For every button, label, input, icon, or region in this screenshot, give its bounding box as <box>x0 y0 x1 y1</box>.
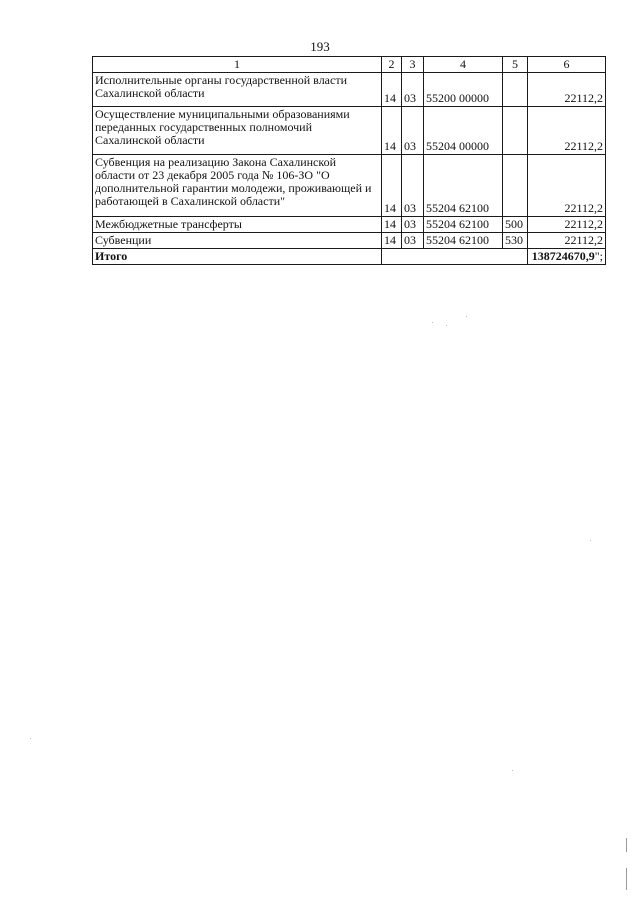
table-header-row <box>93 57 606 73</box>
scan-edge-mark <box>626 868 627 890</box>
column-header: 5 <box>503 57 528 73</box>
closing-quote: "; <box>594 249 603 263</box>
cell-amount: 22112,2 <box>528 155 606 217</box>
total-spacer <box>382 249 402 265</box>
column-header: 3 <box>402 57 424 73</box>
cell-subsection: 03 <box>402 233 424 249</box>
column-header: 6 <box>528 57 606 73</box>
table-row <box>93 107 606 155</box>
row-name: Межбюджетные трансферты <box>93 217 382 233</box>
column-header: 1 <box>93 57 382 73</box>
cell-target-code: 55204 62100 <box>424 233 503 249</box>
row-name: Субвенция на реализацию Закона Сахалинской области от 23 декабря 2005 года № 106-ЗО "О дополнительной гарантии молодежи, проживающей и работающей в Сахалинской области" <box>93 155 382 217</box>
scan-edge-mark <box>626 838 627 852</box>
cell-section: 14 <box>382 233 402 249</box>
table-row <box>93 155 606 217</box>
cell-subsection: 03 <box>402 107 424 155</box>
cell-section: 14 <box>382 73 402 107</box>
total-label: Итого <box>93 249 382 265</box>
table-row <box>93 233 606 249</box>
row-name: Осуществление муниципальными образованиями переданных государственных полномочий Сахалинской области <box>93 107 382 155</box>
cell-section: 14 <box>382 107 402 155</box>
cell-section: 14 <box>382 155 402 217</box>
total-spacer <box>402 249 424 265</box>
cell-target-code: 55204 00000 <box>424 107 503 155</box>
column-header: 4 <box>424 57 503 73</box>
total-value: 138724670,9 <box>531 249 595 263</box>
total-row <box>93 249 606 265</box>
total-spacer <box>424 249 503 265</box>
cell-subsection: 03 <box>402 73 424 107</box>
budget-table <box>92 56 606 265</box>
cell-amount: 22112,2 <box>528 73 606 107</box>
row-name: Исполнительные органы государственной власти Сахалинской области <box>93 73 382 107</box>
cell-expense-type <box>503 155 528 217</box>
page-number: 193 <box>310 39 330 54</box>
cell-amount: 22112,2 <box>528 217 606 233</box>
cell-target-code: 55200 00000 <box>424 73 503 107</box>
total-spacer <box>503 249 528 265</box>
total-amount <box>528 249 606 265</box>
cell-target-code: 55204 62100 <box>424 155 503 217</box>
cell-amount: 22112,2 <box>528 107 606 155</box>
cell-subsection: 03 <box>402 155 424 217</box>
cell-amount: 22112,2 <box>528 233 606 249</box>
table-row <box>93 217 606 233</box>
cell-section: 14 <box>382 217 402 233</box>
cell-subsection: 03 <box>402 217 424 233</box>
cell-target-code: 55204 62100 <box>424 217 503 233</box>
cell-expense-type <box>503 107 528 155</box>
table-row <box>93 73 606 107</box>
cell-expense-type: 530 <box>503 233 528 249</box>
cell-expense-type: 500 <box>503 217 528 233</box>
row-name: Субвенции <box>93 233 382 249</box>
cell-expense-type <box>503 73 528 107</box>
column-header: 2 <box>382 57 402 73</box>
